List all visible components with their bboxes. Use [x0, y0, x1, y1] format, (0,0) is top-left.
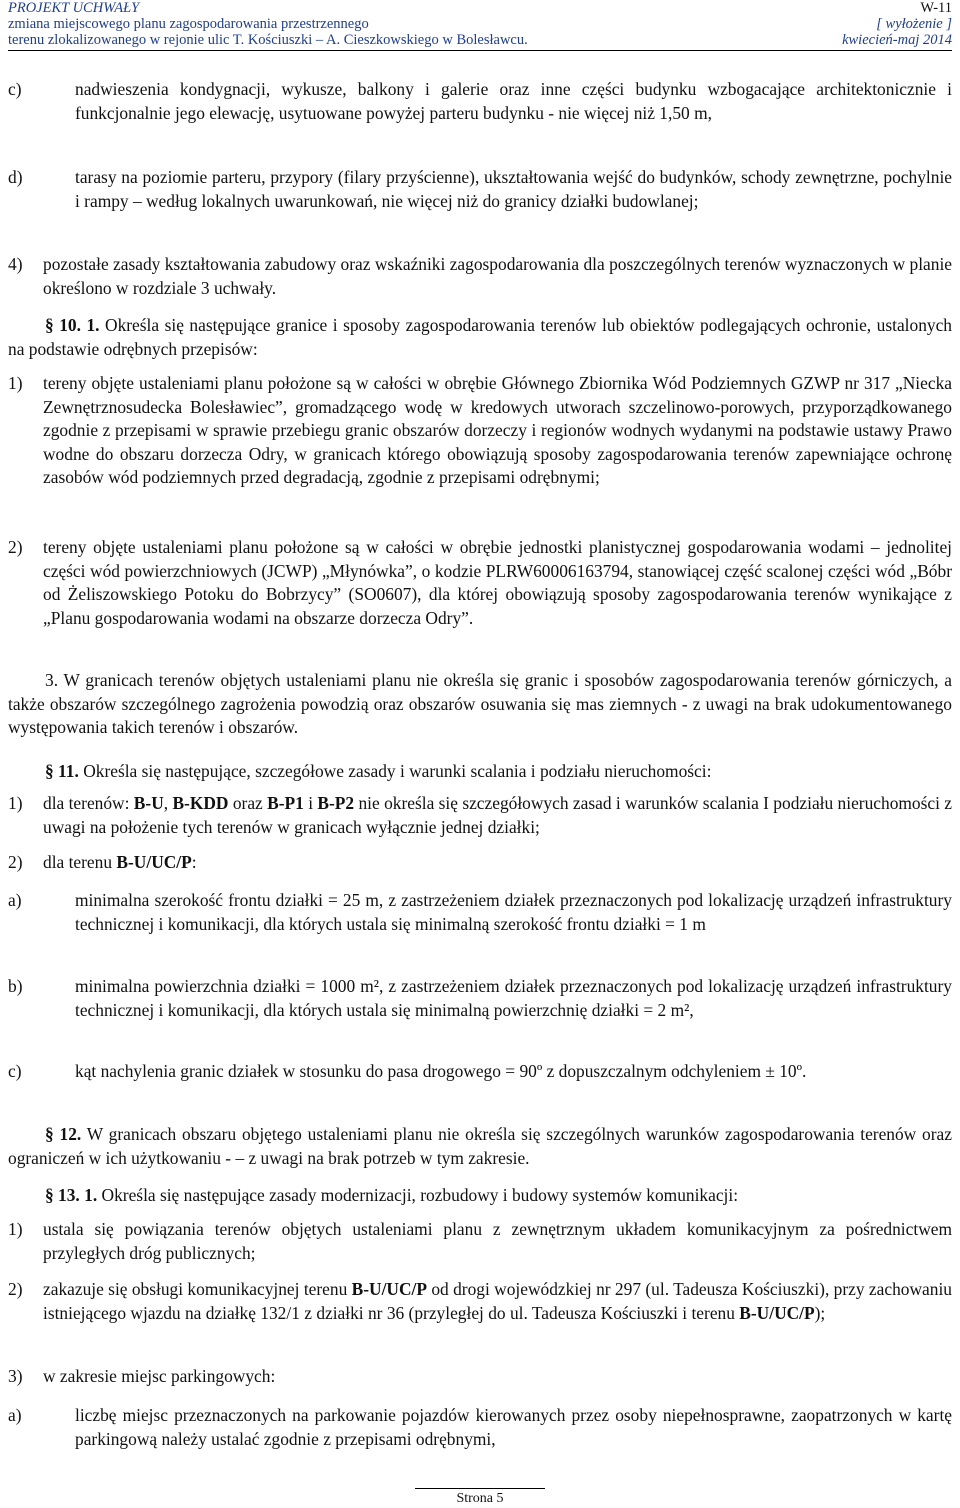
- item-label: 1): [8, 373, 23, 393]
- item-text: nadwieszenia kondygnacji, wykusze, balkony i galerie oraz inne części budynku wzbogacające architektonicznie i funkcjonalnie jego elewację, usytuowane powyżej parteru budynku - nie więcej niż 1,50 m,: [75, 79, 952, 123]
- item-text: minimalna szerokość frontu działki = 25 m, z zastrzeżeniem działek przeznaczonych pod lokalizację urządzeń infrastruktury technicznej i komunikacji, dla których ustala się minimalną szerokość frontu działki = 1 m: [75, 890, 952, 934]
- zone-code: B-U/UC/P: [739, 1302, 815, 1323]
- section-body: W granicach obszaru objętego ustaleniami planu nie określa się szczególnych warunków zagospodarowania terenów oraz ograniczeń w ich użytkowaniu - – z uwagi na brak potrzeb w tym zakresie.: [8, 1124, 952, 1168]
- header-subject-line: zmiana miejscowego planu zagospodarowania przestrzennego: [8, 16, 369, 32]
- section-number: § 13. 1.: [45, 1185, 98, 1205]
- section-text: [8, 314, 952, 361]
- item-label: 3): [8, 1366, 23, 1386]
- item-text: minimalna powierzchnia działki = 1000 m², z zastrzeżeniem działek przeznaczonych pod lokalizację urządzeń infrastruktury technicznej i komunikacji, dla których ustala się minimalną powierzchnię działki = 2 m²,: [75, 976, 952, 1020]
- item-label: d): [8, 167, 23, 187]
- page-header: [8, 0, 952, 51]
- zone-code: B-U/UC/P: [116, 852, 192, 872]
- item-label: a): [8, 1405, 22, 1425]
- section-body: Określa się następujące, szczegółowe zasady i warunki scalania i podziału nieruchomości:: [83, 761, 712, 781]
- item-text: tereny objęte ustaleniami planu położone są w całości w obrębie jednostki planistycznej gospodarowania wodami – jednolitej części wód powierzchniowych (JCWP) „Młynówka”, o kodzie PLRW60006163794, stanowiącej część scalonej części wód „Bóbr od Żeliszowskiego Potoku do Bobrzycy” (SO0607), dla której obowiązują sposoby zagospodarowania terenów wynikające z „Planu gospodarowania wodami na obszarze dorzecza Odry”.: [43, 537, 952, 628]
- item-text: dla terenów: B-U, B-KDD oraz B-P1 i B-P2 nie określa się szczegółowych zasad i warunków scalania I podziału nieruchomości z uwagi na położenie tych terenów w granicach wyłącznie jednej działki;: [43, 793, 952, 837]
- section-number: § 11.: [45, 761, 79, 781]
- zone-code: B-P2: [317, 793, 355, 813]
- item-text: kąt nachylenia granic działek w stosunku do pasa drogowego = 90º z dopuszczalnym odchyleniem ± 10º.: [75, 1061, 807, 1081]
- zone-code: B-KDD: [172, 793, 229, 813]
- zone-code: B-P1: [267, 793, 304, 813]
- section-body: Określa się następujące zasady modernizacji, rozbudowy i budowy systemów komunikacji:: [101, 1185, 739, 1205]
- header-date: kwiecień-maj 2014: [842, 32, 952, 48]
- section-body: Określa się następujące granice i sposoby zagospodarowania terenów lub obiektów podlegających ochronie, ustalonych na podstawie odrębnych przepisów:: [8, 315, 952, 359]
- item-label: 4): [8, 254, 23, 274]
- item-label: 2): [8, 537, 23, 557]
- item-text: pozostałe zasady kształtowania zabudowy oraz wskaźniki zagospodarowania dla poszczególnych terenów wyznaczonych w planie określono w rozdziale 3 uchwały.: [43, 254, 952, 298]
- item-text: liczbę miejsc przeznaczonych na parkowanie pojazdów kierowanych przez osoby niepełnosprawne, zaopatrzonych w kartę parkingową należy ustalać zgodnie z przepisami odrębnymi,: [75, 1405, 952, 1449]
- item-text: w zakresie miejsc parkingowych:: [43, 1366, 276, 1386]
- item-text: zakazuje się obsługi komunikacyjnej terenu B-U/UC/P od drogi wojewódzkiej nr 297 (ul. Tadeusza Kościuszki), przy zachowaniu istniejącego wjazdu na działkę 132/1 z działki nr 36 (przyległej do ul. Tadeusza Kościuszki i terenu B-U/UC/P);: [43, 1279, 952, 1323]
- item-text: ustala się powiązania terenów objętych ustaleniami planu z zewnętrznym układem komunikacyjnym za pośrednictwem przyległych dróg publicznych;: [43, 1219, 952, 1263]
- item-label: 1): [8, 793, 23, 813]
- item-text: tereny objęte ustaleniami planu położone są w całości w obrębie Głównego Zbiornika Wód Podziemnych GZWP nr 317 „Niecka Zewnętrznosudecka Bolesławiec”, gromadzącego wodę w kredowych utworach szczelinowo-porowych, przyporządkowanego zgodnie z przepisami w sprawie przebiegu granic obszarów dorzeczy i regionów wodnych wydanymi na podstawie ustawy Prawo wodne do obszaru dorzecza Odry, w granicach którego obowiązują sposoby zagospodarowania terenów zapewniające ochronę zasobów wód podziemnych przed degradacją, zgodnie z przepisami odrębnymi;: [43, 373, 952, 487]
- section-text: 3. W granicach terenów objętych ustaleniami planu nie określa się granic i sposobów zagospodarowania terenów górniczych, a także obszarów szczególnego zagrożenia powodzią oraz obszarów osuwania się mas ziemnych - z uwagi na brak udokumentowanego występowania takich terenów i obszarów.: [8, 670, 952, 737]
- item-label: c): [8, 79, 22, 99]
- item-label: b): [8, 976, 23, 996]
- item-text: dla terenu B-U/UC/P:: [43, 852, 197, 872]
- header-status: [ wyłożenie ]: [876, 16, 952, 32]
- section-number: § 12.: [45, 1124, 82, 1144]
- page-number: Strona 5: [415, 1488, 545, 1507]
- item-label: a): [8, 890, 22, 910]
- zone-code: B-U: [133, 793, 164, 813]
- item-label: c): [8, 1061, 22, 1081]
- header-location-line: terenu zlokalizowanego w rejonie ulic T. Kościuszki – A. Cieszkowskiego w Bolesławcu.: [8, 32, 528, 48]
- section-number: § 10. 1.: [45, 315, 100, 335]
- zone-code: B-U/UC/P: [351, 1279, 427, 1299]
- header-project-label: PROJEKT UCHWAŁY: [8, 0, 140, 16]
- header-code: W-11: [920, 0, 952, 16]
- item-label: 1): [8, 1219, 23, 1239]
- item-label: 2): [8, 1279, 23, 1299]
- item-label: 2): [8, 852, 23, 872]
- item-text: tarasy na poziomie parteru, przypory (filary przyścienne), ukształtowania wejść do budynków, schody zewnętrzne, pochylnie i rampy – według lokalnych uwarunkowań, nie więcej niż do granicy działki budowlanej;: [75, 167, 952, 211]
